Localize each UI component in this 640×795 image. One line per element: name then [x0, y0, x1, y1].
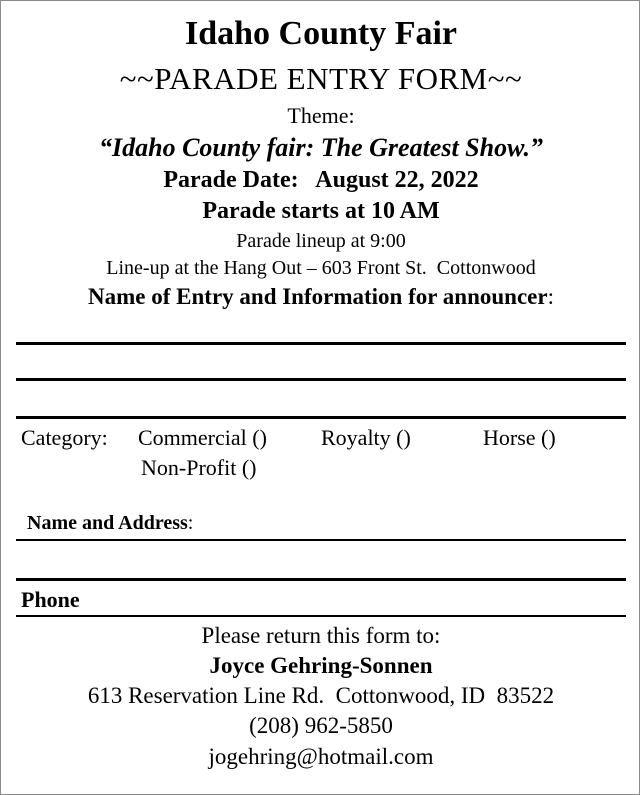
lineup-time: Parade lineup at 9:00: [236, 230, 406, 252]
phone-line[interactable]: [16, 615, 626, 617]
theme-label: Theme:: [287, 103, 355, 128]
entry-line-3[interactable]: [16, 416, 626, 419]
name-address-label: Name and Address: [27, 512, 188, 534]
form-subtitle: ~~PARADE ENTRY FORM~~: [119, 61, 523, 96]
category-commercial[interactable]: Commercial (): [138, 425, 267, 450]
return-address: 613 Reservation Line Rd. Cottonwood, ID 83522: [87, 683, 555, 708]
phone-label: Phone: [21, 587, 80, 612]
return-instruction: Please return this form to:: [201, 623, 441, 648]
lineup-location: Line-up at the Hang Out – 603 Front St. Cottonwood: [106, 257, 536, 279]
parade-date: Parade Date: August 22, 2022: [163, 167, 479, 193]
category-royalty[interactable]: Royalty (): [321, 425, 411, 450]
name-address-heading: [27, 512, 193, 535]
return-contact-name: Joyce Gehring-Sonnen: [209, 653, 433, 678]
name-address-line-1[interactable]: [16, 539, 626, 541]
parade-start-time: Parade starts at 10 AM: [202, 198, 440, 224]
announcer-heading: [1, 284, 640, 310]
entry-line-2[interactable]: [16, 378, 626, 381]
return-email-link[interactable]: jogehring@hotmail.com: [208, 744, 434, 769]
theme-text: “Idaho County fair: The Greatest Show.”: [99, 133, 543, 162]
return-phone: (208) 962-5850: [249, 713, 393, 738]
fair-title: Idaho County Fair: [184, 15, 458, 52]
category-label: Category:: [21, 425, 108, 450]
category-horse[interactable]: Horse (): [483, 425, 556, 450]
name-address-line-2[interactable]: [16, 578, 626, 581]
announcer-label: Name of Entry and Information for announcer: [88, 284, 548, 309]
category-non-profit[interactable]: Non-Profit (): [141, 455, 257, 480]
name-address-colon: :: [187, 512, 194, 534]
announcer-colon: :: [547, 284, 554, 309]
entry-line-1[interactable]: [16, 342, 626, 345]
